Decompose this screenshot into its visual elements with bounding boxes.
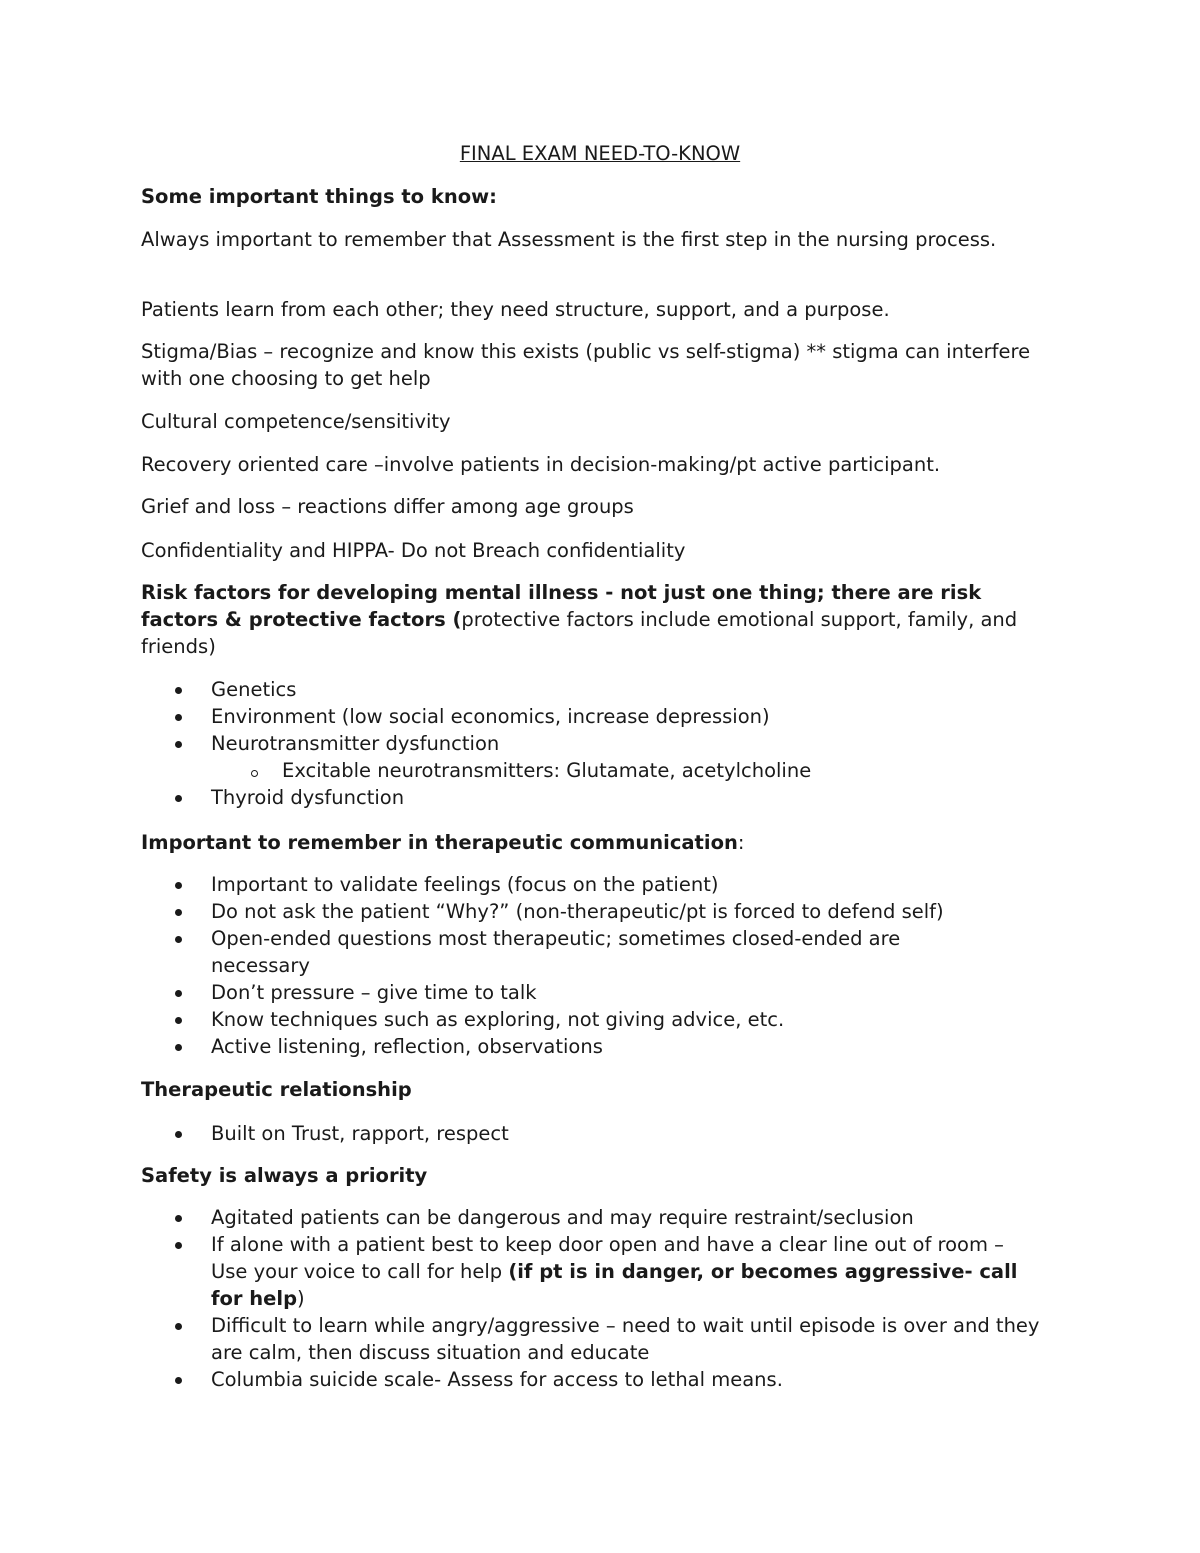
list-item: Environment (low social economics, increase depression): [141, 703, 1041, 730]
list-item: [141, 1231, 1041, 1312]
list-item: Open-ended questions most therapeutic; sometimes closed-ended are necessary: [141, 925, 981, 979]
list-item: Thyroid dysfunction: [141, 784, 1041, 811]
paragraph-patients-learn: Patients learn from each other; they need structure, support, and a purpose.: [141, 298, 890, 321]
paragraph-grief: Grief and loss – reactions differ among age groups: [141, 495, 634, 518]
safety-item-end: ): [297, 1287, 305, 1310]
paragraph-assessment: Always important to remember that Assessment is the first step in the nursing process.: [141, 228, 997, 251]
communication-heading: [141, 829, 1041, 856]
list-item: Active listening, reflection, observations: [141, 1033, 1041, 1060]
risk-heading-bold: Risk factors for developing mental illness - not just one thing; there are risk factors & protective factors (: [141, 581, 982, 631]
list-item: Do not ask the patient “Why?” (non-therapeutic/pt is forced to defend self): [141, 898, 1041, 925]
safety-item-bold: (if pt is in danger, or becomes aggressive- call for help: [211, 1260, 1018, 1310]
list-item: Columbia suicide scale- Assess for access to lethal means.: [141, 1366, 1041, 1393]
list-item: Know techniques such as exploring, not giving advice, etc.: [141, 1006, 1041, 1033]
safety-list: [141, 1204, 1041, 1393]
list-item: Important to validate feelings (focus on the patient): [141, 871, 1041, 898]
paragraph-recovery: Recovery oriented care –involve patients in decision-making/pt active participant.: [141, 453, 941, 476]
paragraph-confidentiality: Confidentiality and HIPPA- Do not Breach confidentiality: [141, 539, 686, 562]
list-item: Agitated patients can be dangerous and may require restraint/seclusion: [141, 1204, 1041, 1231]
risk-heading-normal: protective factors include emotional support, family, and friends): [141, 608, 1018, 658]
sub-list-item: Excitable neurotransmitters: Glutamate, acetylcholine: [141, 757, 1041, 784]
list-item: Built on Trust, rapport, respect: [141, 1120, 1041, 1147]
list-item: Don’t pressure – give time to talk: [141, 979, 1041, 1006]
risk-factors-heading: [141, 579, 1046, 660]
communication-list: [141, 871, 1041, 1060]
intro-heading: Some important things to know:: [141, 185, 497, 208]
relationship-heading: Therapeutic relationship: [141, 1078, 412, 1101]
list-item: Difficult to learn while angry/aggressive – need to wait until episode is over and they are calm, then discuss situation and educate: [141, 1312, 1041, 1366]
document-title: FINAL EXAM NEED-TO-KNOW: [459, 142, 741, 165]
list-item: Neurotransmitter dysfunction: [141, 730, 1041, 757]
paragraph-cultural: Cultural competence/sensitivity: [141, 410, 451, 433]
paragraph-stigma: Stigma/Bias – recognize and know this exists (public vs self-stigma) ** stigma can interfere with one choosing to get help: [141, 340, 1031, 390]
safety-item-text: If alone with a patient best to keep door open and have a clear line out of room – Use your voice to call for help: [211, 1233, 1004, 1283]
communication-heading-bold: Important to remember in therapeutic communication: [141, 831, 738, 854]
communication-heading-colon: :: [737, 831, 745, 854]
safety-heading: Safety is always a priority: [141, 1164, 428, 1187]
relationship-list: [141, 1120, 1041, 1147]
list-item: Genetics: [141, 676, 1041, 703]
risk-factors-list: [141, 676, 1041, 811]
